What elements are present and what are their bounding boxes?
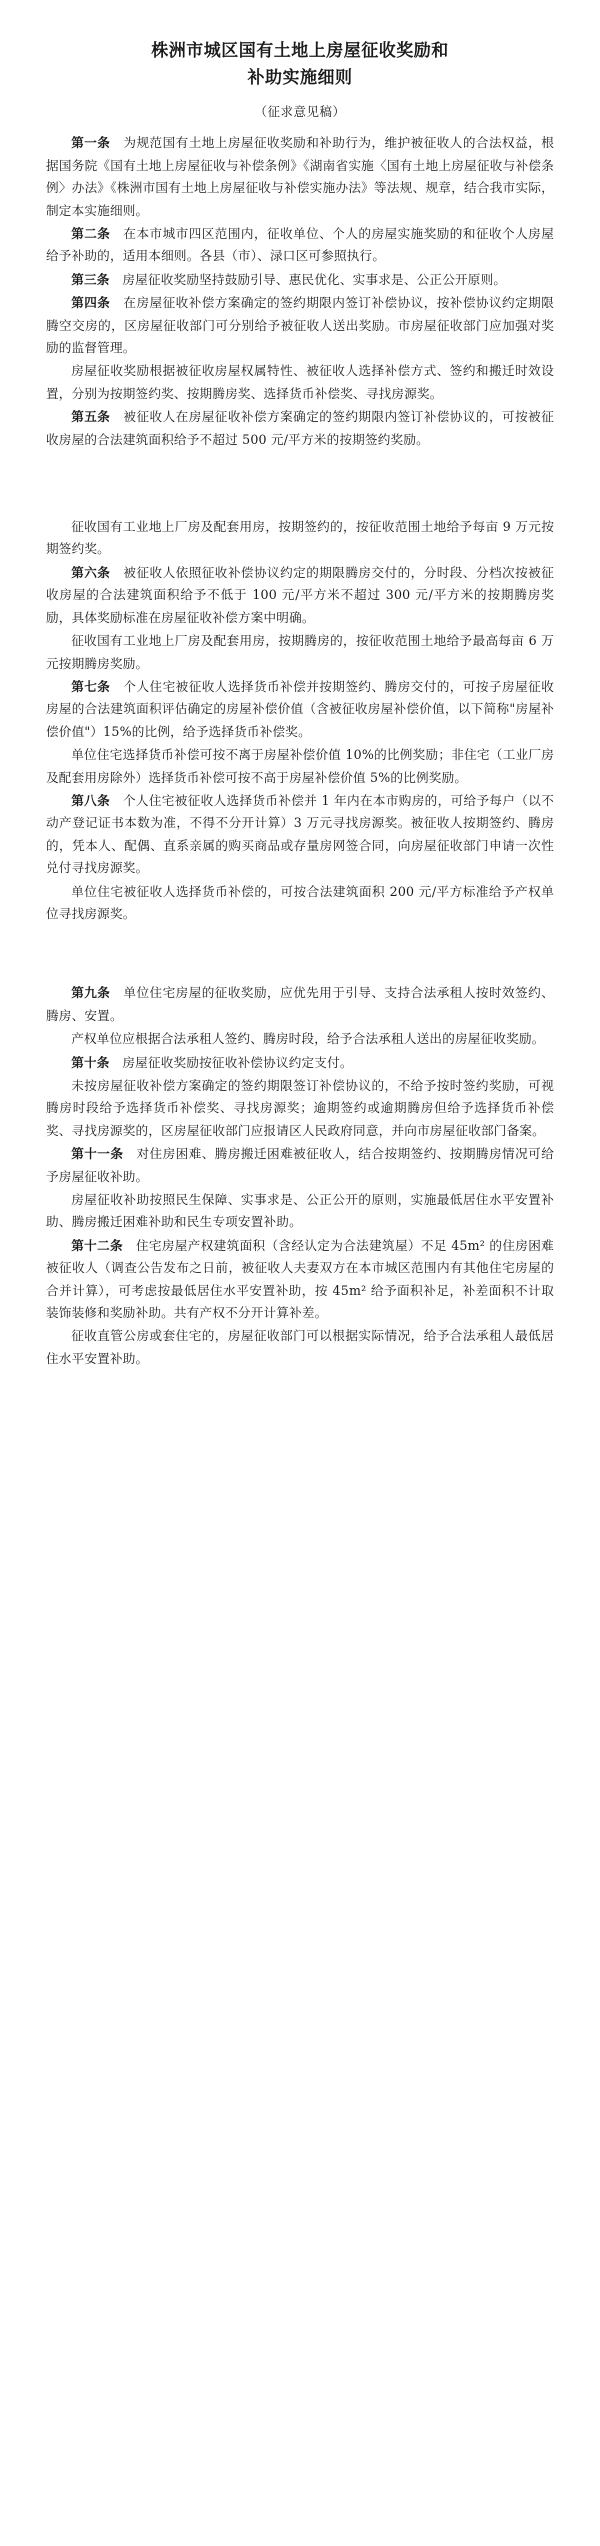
paragraph: 房屋征收补助按照民生保障、实事求是、公正公开的原则，实施最低居住水平安置补助、腾房搬迁困难补助和民生专项安置补助。 <box>46 1192 554 1230</box>
title-line-1: 株洲市城区国有土地上房屋征收奖励和 <box>151 41 449 61</box>
title-line-2: 补助实施细则 <box>247 68 353 89</box>
paragraph: 征收国有工业地上厂房及配套用房，按期腾房的，按征收范围土地给予最高每亩 6 万元按期腾房奖励。 <box>46 633 554 671</box>
paragraph: 第十二条 住宅房屋产权建筑面积（含经认定为合法建筑屋）不足 45m² 的住房困难被征收人（调查公告发布之日前，被征收人夫妻双方在本市城区范围内有其他住宅房屋的合并计算），可考虑按最低居住水平安置补助，按 45m² 给予面积补足，补差面积不计取装饰装修和奖励补助。共有产权不分开计算补差。 <box>46 1237 554 1321</box>
paragraph: 第十一条 对住房困难、腾房搬迁困难被征收人，结合按期签约、按期腾房情况可给予房屋征收补助。 <box>46 1146 554 1184</box>
paragraph: 未按房屋征收补偿方案确定的签约期限签订补偿协议的，不给予按时签约奖励，可视腾房时段给予选择货币补偿奖、寻找房源奖；逾期签约或逾期腾房但给予选择货币补偿奖、寻找房源奖的，区房屋征收部门应报请区人民政府同意，并向市房屋征收部门备案。 <box>46 1078 554 1138</box>
document-subtitle: （征求意见稿） <box>254 104 346 120</box>
paragraph: 第二条 在本市城市四区范围内，征收单位、个人的房屋实施奖励的和征收个人房屋给予补助的，适用本细则。各县（市）、渌口区可参照执行。 <box>46 226 554 264</box>
paragraph: 第九条 单位住宅房屋的征收奖励，应优先用于引导、支持合法承租人按时效签约、腾房、安置。 <box>46 985 554 1023</box>
paragraph: 征收直管公房或套住宅的，房屋征收部门可以根据实际情况，给予合法承租人最低居住水平安置补助。 <box>46 1328 554 1366</box>
paragraph: 产权单位应根据合法承租人签约、腾房时段，给予合法承租人送出的房屋征收奖励。 <box>71 1031 545 1047</box>
paragraph: 第六条 被征收人依照征收补偿协议约定的期限腾房交付的，分时段、分档次按被征收房屋的合法建筑面积给予不低于 100 元/平方米不超过 300 元/平方米的按期腾房奖励，具体奖励标准在房屋征收补偿方案中明确。 <box>46 564 554 625</box>
paragraph: 第八条 个人住宅被征收人选择货币补偿并 1 年内在本市购房的，可给予每户（以不动产登记证书本数为准，不得不分开计算）3 万元寻找房源奖。被征收人按期签约、腾房的，凭本人、配偶、直系亲属的购买商品或存量房网签合同，向房屋征收部门申请一次性兑付寻找房源奖。 <box>46 792 554 876</box>
paragraph: 第一条 为规范国有土地上房屋征收奖励和补助行为，维护被征收人的合法权益，根据国务院《国有土地上房屋征收与补偿条例》《湖南省实施〈国有土地上房屋征收与补偿条例〉办法》《株洲市国有土地上房屋征收与补偿实施办法》等法规、规章，结合我市实际，制定本实施细则。 <box>46 135 554 218</box>
paragraph: 第十条 房屋征收奖励按征收补偿协议约定支付。 <box>71 1054 353 1070</box>
paragraph: 第七条 个人住宅被征收人选择货币补偿并按期签约、腾房交付的，可按子房屋征收房屋的合法建筑面积评估确定的房屋补偿价值（含被征收房屋补偿价值，以下简称"房屋补偿价值"）15%的比例，给予选择货币补偿奖。 <box>46 678 554 739</box>
paragraph: 第四条 在房屋征收补偿方案确定的签约期限内签订补偿协议，按补偿协议约定期限腾空交房的，区房屋征收部门可分别给予被征收人送出奖励。市房屋征收部门应加强对奖励的监督管理。 <box>46 295 554 356</box>
paragraph: 第五条 被征收人在房屋征收补偿方案确定的签约期限内签订补偿协议的，可按被征收房屋的合法建筑面积给予不超过 500 元/平方米的按期签约奖励。 <box>46 409 554 447</box>
page-title <box>46 38 554 92</box>
page-break-gap <box>46 926 554 982</box>
paragraph: 房屋征收奖励根据被征收房屋权属特性、被征收人选择补偿方式、签约和搬迁时效设置，分别为按期签约奖、按期腾房奖、选择货币补偿奖、寻找房源奖。 <box>46 363 554 401</box>
paragraph: 第三条 房屋征收奖励坚持鼓励引导、惠民优化、实事求是、公正公开原则。 <box>71 271 507 287</box>
paragraph: 征收国有工业地上厂房及配套用房，按期签约的，按征收范围土地给予每亩 9 万元按期签约奖。 <box>46 519 554 557</box>
paragraph: 单位住宅选择货币补偿可按不离于房屋补偿价值 10%的比例奖励；非住宅（工业厂房及配套用房除外）选择货币补偿可按不高于房屋补偿价值 5%的比例奖励。 <box>46 747 554 785</box>
page-break-gap <box>46 452 554 516</box>
paragraph: 单位住宅被征收人选择货币补偿的，可按合法建筑面积 200 元/平方标准给予产权单位寻找房源奖。 <box>46 883 554 921</box>
